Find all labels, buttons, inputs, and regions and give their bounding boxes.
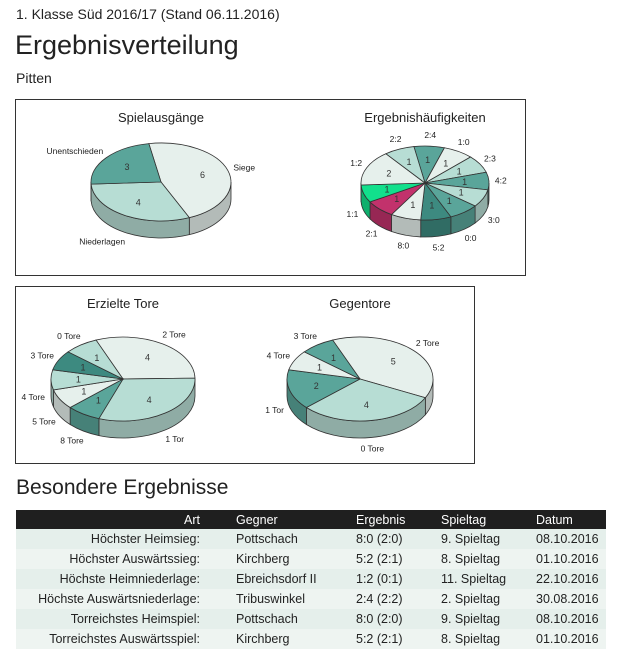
team-name: Pitten (16, 70, 52, 86)
slice-value: 4 (135, 197, 141, 208)
slice-value: 1 (443, 158, 449, 169)
slice-value: 1 (80, 362, 86, 373)
table-header-row (16, 510, 606, 529)
table-row (16, 529, 606, 549)
cell-gegner: Pottschach (236, 529, 356, 549)
pie-haeufigkeiten (347, 110, 507, 252)
pie-gegentore (265, 296, 439, 453)
slice-value: 1 (95, 395, 101, 406)
league-subtitle: 1. Klasse Süd 2016/17 (Stand 06.11.2016) (16, 6, 280, 22)
slice-label: 2:2 (389, 134, 402, 145)
slice-value: 1 (458, 187, 464, 198)
slice-label: 1 Tor (165, 433, 185, 444)
slice-value: 1 (462, 176, 468, 187)
chart-box-results (15, 99, 526, 276)
slice-label: 1:0 (457, 137, 470, 148)
pie-spielausgaenge (47, 110, 256, 247)
slice-value: 1 (446, 196, 452, 207)
cell-ergebnis: 5:2 (2:1) (356, 629, 441, 649)
slice-label: 2:1 (365, 228, 378, 239)
chart-title: Ergebnishäufigkeiten (364, 110, 486, 125)
slice-label: 3 Tore (293, 331, 318, 342)
cell-gegner: Ebreichsdorf II (236, 569, 356, 589)
slice-label: 8 Tore (60, 435, 84, 446)
chart-title: Gegentore (329, 296, 391, 311)
cell-gegner: Pottschach (236, 609, 356, 629)
slice-value: 1 (94, 352, 100, 363)
cell-spieltag: 9. Spieltag (441, 609, 536, 629)
cell-datum: 01.10.2016 (536, 549, 606, 569)
goals-charts-svg (16, 287, 474, 463)
cell-ergebnis: 1:2 (0:1) (356, 569, 441, 589)
slice-value: 2 (386, 168, 392, 179)
slice-label: 5:2 (432, 242, 445, 253)
table-row (16, 609, 606, 629)
cell-gegner: Tribuswinkel (236, 589, 356, 609)
slice-value: 4 (145, 352, 151, 363)
cell-gegner: Kirchberg (236, 629, 356, 649)
slice-value: 1 (429, 200, 435, 211)
cell-spieltag: 11. Spieltag (441, 569, 536, 589)
cell-art: Torreichstes Heimspiel: (16, 609, 236, 629)
slice-value: 1 (456, 166, 462, 177)
slice-label: Niederlagen (79, 236, 126, 247)
slice-label: 1:1 (346, 208, 359, 219)
slice-label: 4 Tore (266, 350, 291, 361)
cell-art: Höchster Auswärtssieg: (16, 549, 236, 569)
col-spieltag: Spieltag (441, 510, 536, 529)
slice-label: Siege (233, 162, 256, 173)
slice-label: 1:2 (350, 158, 363, 169)
cell-spieltag: 8. Spieltag (441, 549, 536, 569)
slice-value: 4 (363, 399, 369, 410)
slice-value: 2 (313, 380, 319, 391)
slice-value: 1 (75, 374, 81, 385)
chart-title: Erzielte Tore (86, 296, 160, 311)
cell-datum: 01.10.2016 (536, 629, 606, 649)
chart-box-goals (15, 286, 475, 464)
slice-label: 1 Tor (265, 404, 284, 415)
col-ergebnis: Ergebnis (356, 510, 441, 529)
slice-value: 1 (81, 386, 87, 397)
slice-label: 4 Tore (21, 392, 46, 403)
col-art: Art (16, 510, 236, 529)
cell-spieltag: 8. Spieltag (441, 629, 536, 649)
slice-value: 1 (394, 194, 400, 205)
cell-spieltag: 9. Spieltag (441, 529, 536, 549)
slice-label: 3:0 (487, 214, 500, 225)
slice-label: 8:0 (397, 240, 410, 251)
slice-value: 3 (124, 161, 130, 172)
slice-label: 5 Tore (32, 416, 56, 427)
cell-ergebnis: 5:2 (2:1) (356, 549, 441, 569)
chart-title: Spielausgänge (117, 110, 205, 125)
slice-value: 1 (406, 157, 412, 168)
col-datum: Datum (536, 510, 606, 529)
slice-value: 1 (330, 352, 337, 363)
slice-value: 1 (410, 199, 416, 210)
special-results-table (16, 510, 606, 649)
cell-art: Höchste Heimniederlage: (16, 569, 236, 589)
cell-gegner: Kirchberg (236, 549, 356, 569)
cell-art: Torreichstes Auswärtsspiel: (16, 629, 236, 649)
pie-erzielte (22, 296, 195, 445)
cell-datum: 08.10.2016 (536, 609, 606, 629)
slice-value: 5 (390, 356, 396, 367)
slice-value: 6 (200, 169, 206, 180)
cell-ergebnis: 8:0 (2:0) (356, 609, 441, 629)
slice-label: 2:3 (484, 153, 496, 164)
slice-label: 0 Tore (57, 331, 81, 342)
table-row (16, 589, 606, 609)
slice-value: 1 (316, 362, 322, 373)
slice-label: 4:2 (494, 175, 507, 186)
cell-ergebnis: 8:0 (2:0) (356, 529, 441, 549)
section-title: Besondere Ergebnisse (16, 476, 229, 499)
slice-label: 0:0 (464, 232, 477, 243)
cell-datum: 22.10.2016 (536, 569, 606, 589)
cell-datum: 08.10.2016 (536, 529, 606, 549)
slice-label: 2 Tore (415, 338, 440, 349)
cell-art: Höchste Auswärtsniederlage: (16, 589, 236, 609)
slice-label: Unentschieden (46, 145, 104, 156)
col-gegner: Gegner (236, 510, 356, 529)
table-row (16, 569, 606, 589)
results-charts-svg (16, 100, 525, 275)
slice-label: 2:4 (424, 130, 437, 141)
page-title: Ergebnisverteilung (15, 30, 239, 60)
slice-value: 1 (384, 184, 390, 195)
slice-label: 0 Tore (360, 443, 385, 454)
table-row (16, 629, 606, 649)
slice-label: 2 Tore (162, 329, 186, 340)
slice-value: 1 (425, 155, 431, 166)
cell-datum: 30.08.2016 (536, 589, 606, 609)
cell-ergebnis: 2:4 (2:2) (356, 589, 441, 609)
slice-value: 4 (146, 395, 152, 406)
cell-spieltag: 2. Spieltag (441, 589, 536, 609)
table-row (16, 549, 606, 569)
slice-label: 3 Tore (30, 350, 55, 361)
cell-art: Höchster Heimsieg: (16, 529, 236, 549)
